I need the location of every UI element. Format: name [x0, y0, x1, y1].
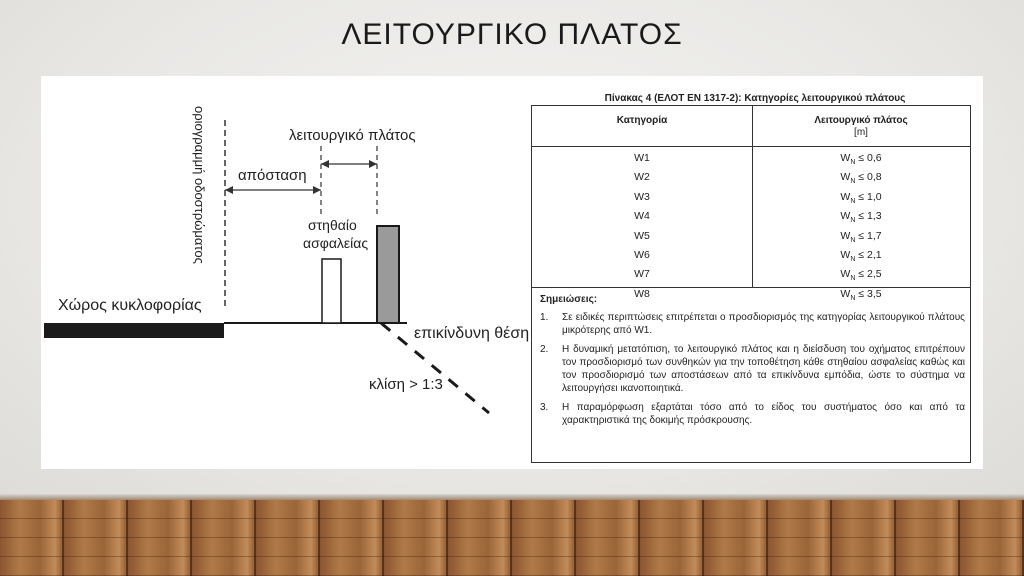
cell-width-symbol: W — [840, 171, 851, 184]
traffic-area-bar — [44, 323, 224, 338]
note-item — [540, 343, 965, 395]
table-box — [531, 105, 971, 463]
width-categories-table — [527, 76, 983, 469]
barrier-label-2: ασφαλείας — [303, 235, 369, 251]
cell-width-subscript: N — [850, 275, 856, 283]
cell-width-symbol: W — [840, 248, 851, 261]
cell-width — [752, 249, 970, 263]
cell-width-symbol: W — [840, 152, 851, 164]
cell-width — [752, 230, 970, 244]
note-text: Η δυναμική μετατόπιση, το λειτουργικό πλάτος και η διείσδυση του οχήματος επιτρέπουν τον προσδιορισμό των συνθηκών για την τοποθέτηση κάθε στηθαίου ασφαλείας καθώς και τον προσδιορισμό των αποστάσεων από τα επικίνδυνα εμπόδια, ώστε το σύστημα να λειτουργήσει ικανοποιητικά. — [562, 344, 965, 394]
notes-divider — [532, 287, 970, 288]
cell-category: W4 — [634, 210, 650, 223]
cell-category: W1 — [634, 152, 650, 164]
header-width-label: Λειτουργικό πλάτος — [814, 115, 908, 126]
note-number: 3. — [540, 402, 549, 413]
note-item — [540, 401, 965, 427]
table-row — [532, 188, 970, 207]
note-text: Σε ειδικές περιπτώσεις επιτρέπεται ο προσδιορισμός της κατηγορίας λειτουργικού πλάτους μικρότερης από W1. — [562, 312, 965, 336]
wooden-floor — [0, 500, 1024, 576]
notes-list — [540, 311, 965, 427]
cell-width-value: ≤ 2,1 — [855, 248, 882, 261]
table-row — [532, 168, 970, 187]
cell-width — [752, 191, 970, 205]
cell-width-value: ≤ 3,5 — [855, 287, 882, 300]
cell-width-symbol: W — [840, 210, 851, 223]
functional-width-label: λειτουργικό πλάτος — [289, 127, 416, 144]
header-width-unit: [m] — [854, 127, 868, 138]
note-number: 1. — [540, 312, 549, 323]
cell-category: W8 — [634, 287, 650, 300]
cell-width — [752, 171, 970, 185]
cell-width-value: ≤ 0,6 — [855, 152, 882, 164]
cell-width-subscript: N — [850, 294, 856, 302]
safety-barrier — [322, 259, 341, 323]
table-row — [532, 149, 970, 168]
cell-width-subscript: N — [850, 159, 856, 167]
cell-width-symbol: W — [840, 190, 851, 203]
cell-width-value: ≤ 2,5 — [855, 268, 882, 281]
cell-width-symbol: W — [840, 268, 851, 281]
cell-category: W3 — [634, 190, 650, 203]
notes-section — [540, 294, 965, 433]
cell-category: W6 — [634, 248, 650, 261]
cell-width-symbol: W — [840, 287, 851, 300]
table-rows — [532, 149, 970, 304]
table-row — [532, 207, 970, 226]
cell-width-subscript: N — [850, 197, 856, 205]
functional-width-diagram — [41, 76, 531, 469]
cell-width-value: ≤ 1,0 — [855, 190, 882, 203]
cell-width-subscript: N — [850, 178, 856, 186]
cell-width-value: ≤ 0,8 — [855, 171, 882, 184]
note-text: Η παραμόρφωση εξαρτάται τόσο από το είδος του συστήματος όσο και από τα χαρακτηριστικά της δοκιμής πρόσκρουσης. — [562, 402, 965, 426]
header-width — [752, 115, 970, 139]
cell-width — [752, 152, 970, 166]
notes-heading: Σημειώσεις: — [540, 294, 598, 305]
table-row — [532, 227, 970, 246]
cell-width-subscript: N — [850, 217, 856, 225]
table-header — [532, 106, 970, 147]
table-row — [532, 246, 970, 265]
cell-width — [752, 210, 970, 224]
diagram-drawing — [41, 76, 531, 469]
table-row — [532, 265, 970, 284]
cell-category: W5 — [634, 229, 650, 242]
slide-title: ΛΕΙΤΟΥΡΓΙΚΟ ΠΛΑΤΟΣ — [341, 18, 683, 51]
cell-width-subscript: N — [850, 236, 856, 244]
note-number: 2. — [540, 344, 549, 355]
table-caption: Πίνακας 4 (ΕΛΟΤ ΕΝ 1317-2): Κατηγορίες λειτουργικού πλάτους — [604, 93, 906, 104]
cell-width — [752, 268, 970, 282]
dangerous-position-label: επικίνδυνη θέση — [414, 325, 530, 342]
header-category: Κατηγορία — [616, 115, 668, 126]
deflected-barrier — [377, 226, 399, 323]
cell-width-value: ≤ 1,3 — [855, 210, 882, 223]
cell-width-subscript: N — [850, 256, 856, 264]
road-edge-label: οριογραμμή οδοστρώματος — [192, 106, 207, 264]
distance-label: απόσταση — [238, 167, 307, 184]
cell-width-value: ≤ 1,7 — [855, 229, 882, 242]
note-item — [540, 311, 965, 337]
cell-category: W2 — [634, 171, 650, 184]
traffic-area-label: Χώρος κυκλοφορίας — [58, 297, 202, 314]
cell-category: W7 — [634, 268, 650, 281]
content-panel — [41, 76, 983, 469]
barrier-label-1: στηθαίο — [308, 217, 357, 233]
cell-width-symbol: W — [840, 229, 851, 242]
slope-label: κλίση > 1:3 — [369, 376, 443, 393]
